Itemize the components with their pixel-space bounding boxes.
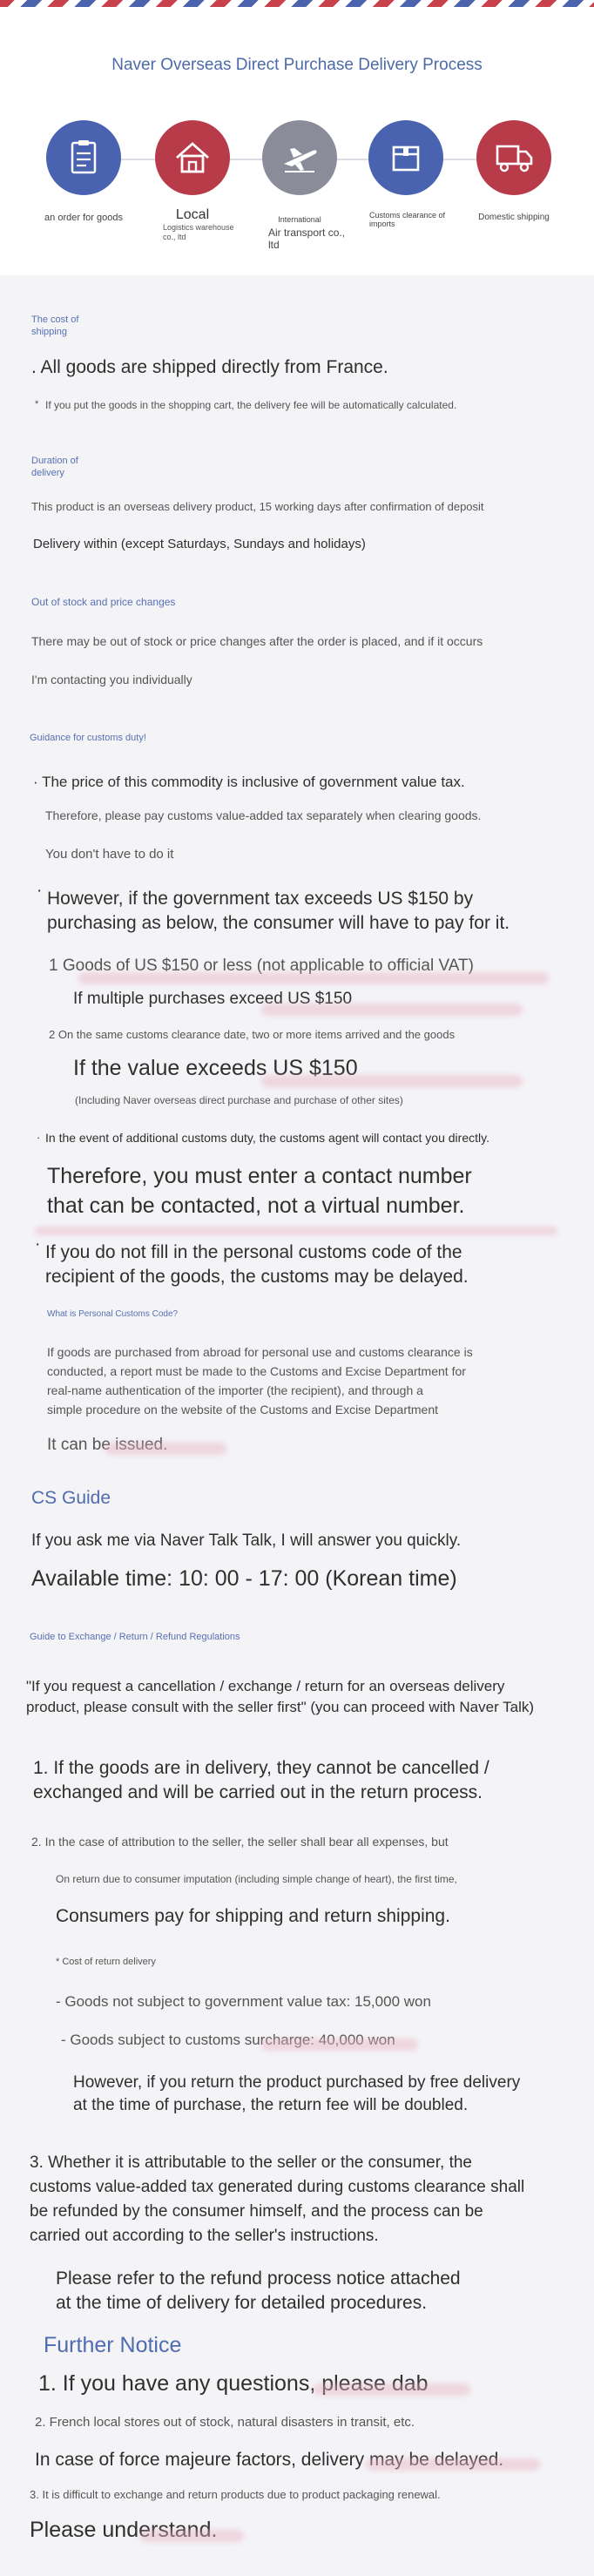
further-n3: 3. It is difficult to exchange and return products due to product packaging renewal.	[30, 2488, 441, 2501]
customs-answer2: conducted, a report must be made to the Customs and Excise Department for	[47, 1364, 466, 1378]
step-domestic-label: Domestic shipping	[478, 213, 550, 222]
airplane-icon	[262, 120, 337, 195]
exchange-quote1: "If you request a cancellation / exchange / return for an overseas delivery	[26, 1678, 505, 1694]
refund-line1: Please refer to the refund process notice attached	[56, 2268, 461, 2289]
duration-line1: This product is an overseas delivery product, 15 working days after confirmation of deposit	[31, 500, 484, 513]
refund-line2: at the time of delivery for detailed procedures.	[56, 2293, 428, 2313]
further-n2b: In case of force majeure factors, delivery may be delayed.	[35, 2450, 504, 2470]
highlight-bar	[105, 1443, 226, 1455]
cost-line2: - Goods subject to customs surcharge: 40,000 won	[61, 2032, 395, 2048]
exchange-rule3c: be refunded by the consumer himself, and the process can be	[30, 2202, 483, 2221]
further-n3b: Please understand.	[30, 2518, 218, 2542]
further-n1: 1. If you have any questions, please dab	[38, 2371, 429, 2396]
free-line2: at the time of purchase, the return fee will be doubled.	[73, 2096, 469, 2114]
customs-item1: 1 Goods of US $150 or less (not applicable to official VAT)	[49, 957, 474, 975]
exchange-rule3a: 3. Whether it is attributable to the seller or the consumer, the	[30, 2153, 472, 2172]
stock-line1: There may be out of stock or price changes after the order is placed, and if it occurs	[31, 634, 483, 648]
highlight-bar	[261, 1004, 523, 1016]
cs-line1: If you ask me via Naver Talk Talk, I will answer you quickly.	[31, 1531, 462, 1550]
exchange-rule2c: Consumers pay for shipping and return shipping.	[56, 1906, 450, 1926]
customs-answer1: If goods are purchased from abroad for personal use and customs clearance is	[47, 1345, 473, 1359]
exchange-label: Guide to Exchange / Return / Refund Regulations	[30, 1632, 240, 1642]
stock-line2: I'm contacting you individually	[31, 673, 192, 686]
customs-p7a: If you do not fill in the personal customs code of the	[45, 1242, 462, 1262]
customs-p6b: that can be contacted, not a virtual number.	[47, 1193, 465, 1218]
customs-p1: · The price of this commodity is inclusive of government value tax.	[33, 774, 465, 790]
highlight-bar	[261, 1075, 523, 1087]
bullet-dot: ·	[37, 882, 43, 900]
customs-p7b: recipient of the goods, the customs may be delayed.	[45, 1267, 469, 1287]
customs-label: Guidance for customs duty!	[30, 733, 146, 743]
customs-p2: Therefore, please pay customs value-added tax separately when clearing goods.	[45, 808, 482, 822]
highlight-bar	[35, 1227, 557, 1235]
highlight-bar	[139, 2530, 244, 2542]
cost-label: * Cost of return delivery	[56, 1957, 156, 1967]
order-clipboard-icon	[46, 120, 121, 195]
step-domestic	[462, 120, 566, 223]
bullet-dot: ·	[35, 1235, 41, 1254]
step-warehouse-sub: Logistics warehouse co., ltd	[163, 223, 234, 241]
exchange-rule1b: exchanged and will be carried out in the return process.	[33, 1782, 483, 1802]
cs-line2: Available time: 10: 00 - 17: 00 (Korean time)	[31, 1566, 457, 1591]
shipping-main: . All goods are shipped directly from France.	[31, 357, 388, 377]
delivery-truck-icon	[476, 120, 551, 195]
exchange-rule3b: customs value-added tax generated during customs clearance shall	[30, 2178, 525, 2196]
shipping-note: If you put the goods in the shopping cart, the delivery fee will be automatically calculated.	[45, 399, 457, 411]
warehouse-house-icon	[155, 120, 230, 195]
customs-item2c: (Including Naver overseas direct purchase and purchase of other sites)	[75, 1094, 403, 1106]
bullet-dot: ·	[37, 1131, 41, 1144]
customs-p6a: Therefore, you must enter a contact number	[47, 1164, 472, 1188]
further-n2: 2. French local stores out of stock, natural disasters in transit, etc.	[35, 2415, 415, 2430]
exchange-rule2: 2. In the case of attribution to the seller, the seller shall bear all expenses, but	[31, 1835, 449, 1849]
step-air-label: International	[278, 215, 321, 224]
customs-answer4: simple procedure on the website of the Customs and Excise Department	[47, 1403, 439, 1416]
shipping-label: The cost of shipping	[31, 314, 79, 337]
customs-p4a: However, if the government tax exceeds US $150 by	[47, 889, 474, 909]
customs-answer5: It can be issued.	[47, 1436, 168, 1454]
customs-answer3: real-name authentication of the importer (the recipient), and through a	[47, 1383, 423, 1397]
customs-box-icon	[368, 120, 443, 195]
step-order	[31, 120, 136, 223]
step-warehouse-label: Local	[175, 207, 210, 222]
customs-item1b: If multiple purchases exceed US $150	[73, 990, 353, 1008]
customs-p4b: purchasing as below, the consumer will have to pay for it.	[47, 913, 510, 933]
exchange-rule1a: 1. If the goods are in delivery, they cannot be cancelled /	[33, 1758, 489, 1778]
step-warehouse	[140, 120, 245, 242]
stock-label: Out of stock and price changes	[31, 596, 176, 608]
further-title: Further Notice	[44, 2333, 182, 2357]
free-line1: However, if you return the product purchased by free delivery	[73, 2073, 521, 2092]
customs-item2: 2 On the same customs clearance date, two or more items arrived and the goods	[49, 1028, 456, 1041]
step-air	[247, 120, 352, 251]
exchange-quote2: product, please consult with the seller first" (you can proceed with Naver Talk)	[26, 1699, 535, 1715]
highlight-bar	[261, 2038, 418, 2051]
shipping-note-marker: *	[35, 399, 39, 409]
customs-item2b: If the value exceeds US $150	[73, 1056, 358, 1080]
customs-p3: You don't have to do it	[45, 847, 174, 862]
cs-title: CS Guide	[31, 1488, 111, 1508]
step-customs	[354, 120, 458, 228]
highlight-bar	[314, 2383, 470, 2396]
exchange-rule3d: carried out according to the seller's instructions.	[30, 2227, 379, 2245]
process-title: Naver Overseas Direct Purchase Delivery Process	[111, 56, 483, 74]
exchange-rule2b: On return due to consumer imputation (including simple change of heart), the first time,	[56, 1873, 457, 1885]
step-air-sub: Air transport co., ltd	[268, 226, 346, 251]
step-customs-label: Customs clearance of imports	[369, 211, 446, 228]
customs-p5: In the event of additional customs duty, the customs agent will contact you directly.	[45, 1131, 489, 1145]
highlight-bar	[78, 972, 549, 984]
step-order-label: an order for goods	[44, 213, 123, 223]
highlight-bar	[366, 2458, 540, 2471]
airmail-border	[0, 0, 594, 7]
customs-code-question: What is Personal Customs Code?	[47, 1309, 179, 1319]
cost-line1: - Goods not subject to government value tax: 15,000 won	[56, 1993, 431, 2010]
process-header	[0, 7, 594, 275]
duration-label: Duration of delivery	[31, 456, 78, 478]
process-steps	[0, 120, 594, 268]
duration-line2: Delivery within (except Saturdays, Sundays and holidays)	[33, 537, 366, 551]
